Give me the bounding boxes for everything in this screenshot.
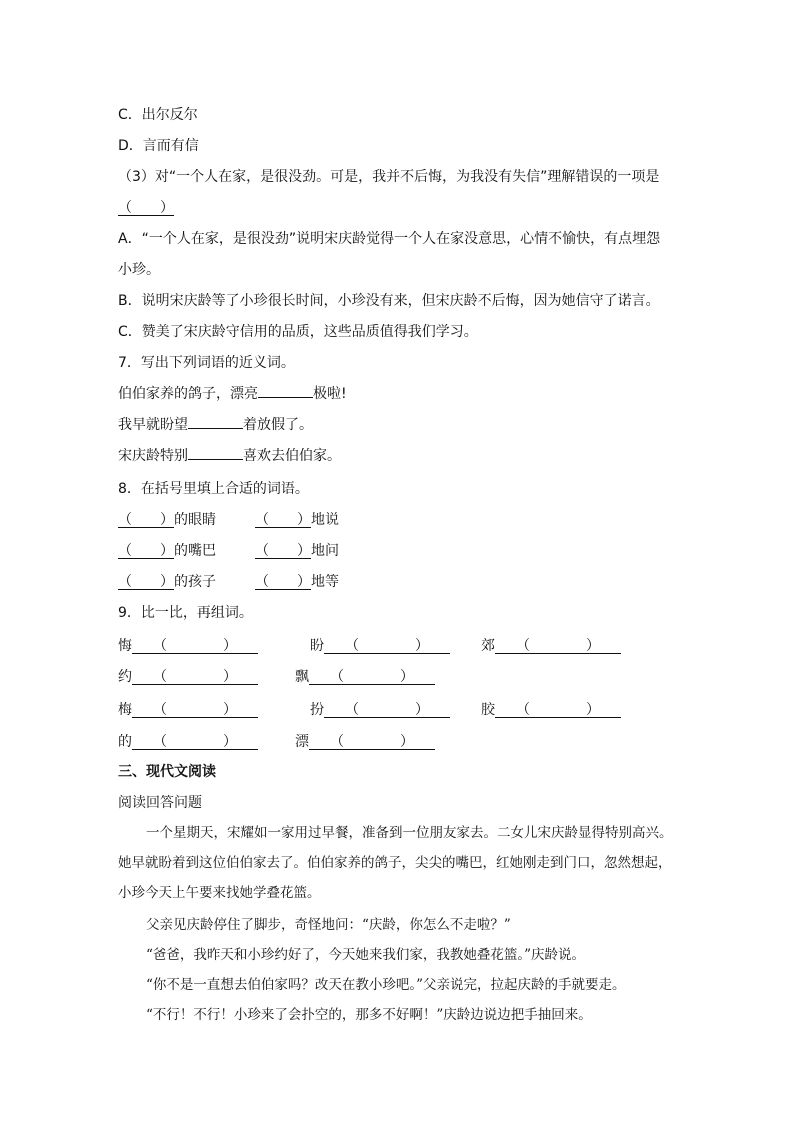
q9-cell-5[interactable]	[295, 666, 435, 686]
q9-char: 胶	[481, 702, 495, 718]
q8-blank: （ ）	[255, 574, 311, 590]
q9-blank: （ ）	[153, 702, 237, 718]
q9-blank: （ ）	[330, 734, 414, 750]
q6-option-c: C．出尔反尔	[118, 107, 198, 123]
q8-blank: （ ）	[255, 512, 311, 528]
q8-item-4[interactable]	[255, 540, 339, 560]
q9-char: 扮	[310, 702, 324, 718]
q7-l3-suffix: 喜欢去伯伯家。	[243, 448, 341, 464]
q9-cell-1[interactable]	[118, 635, 258, 655]
q8-blank: （ ）	[255, 543, 311, 559]
q9-char: 郊	[481, 638, 495, 654]
q9-cell-4[interactable]	[118, 666, 258, 686]
q7-l2-suffix: 着放假了。	[243, 417, 313, 433]
q8-item-text: 地等	[311, 574, 339, 590]
q9-blank: （ ）	[330, 669, 414, 685]
q9-cell-2[interactable]	[310, 635, 450, 655]
passage-paragraph-2: 父亲见庆龄停住了脚步，奇怪地问：“庆龄，你怎么不走啦？”	[146, 917, 511, 933]
passage-paragraph-5: “不行！不行！小珍来了会扑空的，那多不好啊！”庆龄边说边把手抽回来。	[146, 1007, 592, 1023]
q9-blank: （ ）	[516, 638, 600, 654]
answer-parentheses: （ ）	[118, 200, 174, 216]
passage-paragraph-1: 一个星期天，宋耀如一家用过早餐，准备到一位朋友家去。二女儿宋庆龄显得特别高兴。她早就盼着到这位伯伯家去了。伯伯家养的鸽子，尖尖的嘴巴，红她刚走到门口，忽然想起，小珍今天上午要来找她学叠花篮。	[118, 825, 673, 901]
q8-item-text: 地问	[311, 543, 339, 559]
q9-char: 盼	[310, 638, 324, 654]
q9-char: 的	[118, 734, 132, 750]
q7-l1-text: 伯伯家养的鸽子，漂亮	[118, 386, 258, 402]
q9-char: 约	[118, 669, 132, 685]
q9-blank: （ ）	[516, 702, 600, 718]
q6-sub3-option-b: B．说明宋庆龄等了小珍很长时间，小珍没有来，但宋庆龄不后悔，因为她信守了诺言。	[118, 293, 660, 309]
q8-item-text: 的眼睛	[174, 512, 216, 528]
q8-blank: （ ）	[118, 543, 174, 559]
q8-item-text: 的孩子	[174, 574, 216, 590]
q7-line-3	[118, 445, 341, 465]
q9-cell-6[interactable]	[118, 699, 258, 719]
q9-cell-9[interactable]	[118, 731, 258, 751]
q9-cell-8[interactable]	[481, 699, 621, 719]
q8-item-6[interactable]	[255, 571, 339, 591]
q7-blank-1[interactable]	[258, 383, 313, 398]
passage-paragraph-3: “爸爸，我昨天和小珍约好了，今天她来我们家，我教她叠花篮。”庆龄说。	[146, 947, 586, 963]
q7-blank-2[interactable]	[188, 414, 243, 429]
q8-item-text: 的嘴巴	[174, 543, 216, 559]
q9-blank: （ ）	[153, 734, 237, 750]
q9-char: 悔	[118, 638, 132, 654]
q9-char: 漂	[295, 734, 309, 750]
q9-blank: （ ）	[345, 638, 429, 654]
q9-cell-7[interactable]	[310, 699, 450, 719]
section-3-title: 三、现代文阅读	[118, 764, 216, 780]
q9-char: 梅	[118, 702, 132, 718]
q6-sub3-option-c: C．赞美了宋庆龄守信用的品质，这些品质值得我们学习。	[118, 324, 478, 340]
q8-item-1[interactable]	[118, 509, 216, 529]
q7-line-2	[118, 414, 313, 434]
q9-cell-3[interactable]	[481, 635, 621, 655]
q9-blank: （ ）	[153, 669, 237, 685]
q8-title: 8．在括号里填上合适的词语。	[118, 481, 309, 497]
q8-blank: （ ）	[118, 574, 174, 590]
section-3-instruction: 阅读回答问题	[118, 795, 202, 811]
q6-option-d: D．言而有信	[118, 138, 199, 154]
q7-l1-suffix: 极啦!	[313, 386, 347, 402]
q9-cell-10[interactable]	[295, 731, 435, 751]
q8-item-text: 地说	[311, 512, 339, 528]
q7-title: 7．写出下列词语的近义词。	[118, 355, 295, 371]
q7-l3-text: 宋庆龄特别	[118, 448, 188, 464]
q6-sub3-option-a-line2: 小珍。	[118, 262, 160, 278]
q8-blank: （ ）	[118, 512, 174, 528]
q6-sub3-option-a-line1: A．“一个人在家，是很没劲”说明宋庆龄觉得一个人在家没意思，心情不愉快，有点埋怨	[118, 231, 661, 247]
q7-l2-text: 我早就盼望	[118, 417, 188, 433]
q7-line-1	[118, 383, 347, 403]
q8-item-3[interactable]	[118, 540, 216, 560]
q9-char: 飘	[295, 669, 309, 685]
q8-item-5[interactable]	[118, 571, 216, 591]
q6-sub3-prompt: （3）对“一个人在家，是很没劲。可是，我并不后悔，为我没有失信”理解错误的一项是	[118, 169, 660, 185]
q9-blank: （ ）	[345, 702, 429, 718]
q7-blank-3[interactable]	[188, 445, 243, 460]
q9-title: 9．比一比，再组词。	[118, 605, 253, 621]
passage-paragraph-4: “你不是一直想去伯伯家吗？改天在教小珍吧。”父亲说完，拉起庆龄的手就要走。	[146, 977, 626, 993]
q9-blank: （ ）	[153, 638, 237, 654]
q8-item-2[interactable]	[255, 509, 339, 529]
q6-sub3-answer-blank[interactable]	[118, 197, 174, 217]
